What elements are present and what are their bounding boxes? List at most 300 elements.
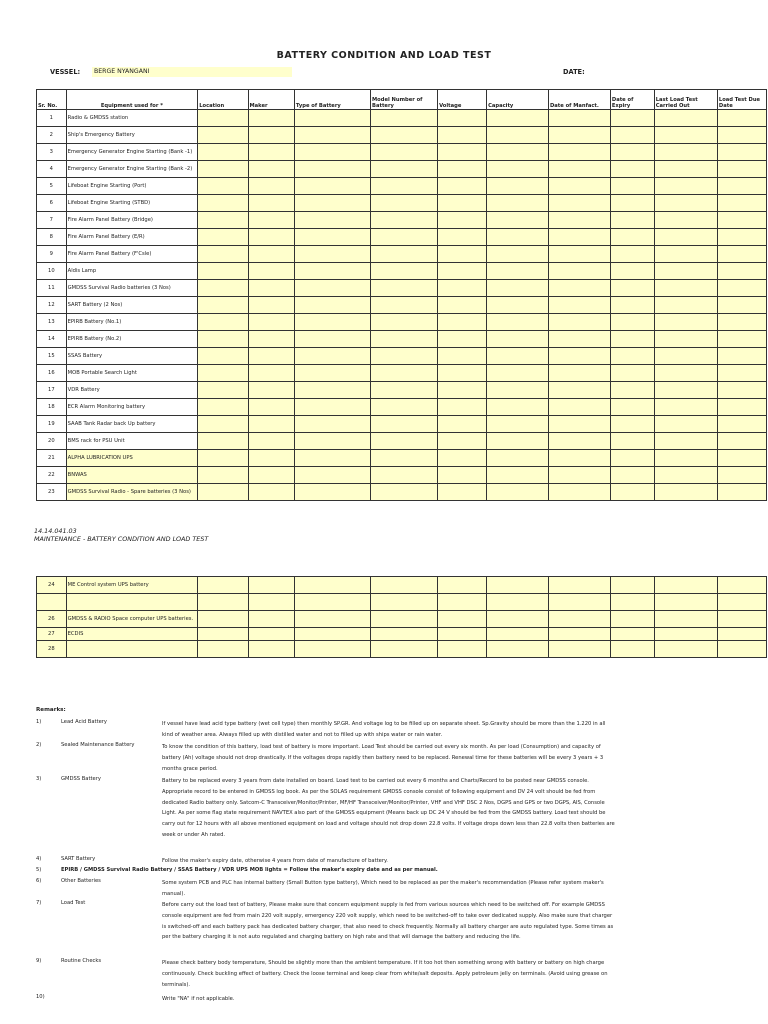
row-sr-no: 22 xyxy=(37,467,67,484)
row-input-cell[interactable] xyxy=(294,212,370,229)
row-input-cell[interactable] xyxy=(438,416,487,433)
row-input-cell[interactable] xyxy=(548,628,610,641)
row-input-cell[interactable] xyxy=(487,331,549,348)
row-input-cell[interactable] xyxy=(717,348,766,365)
row-input-cell[interactable] xyxy=(438,594,487,611)
row-input-cell[interactable] xyxy=(438,450,487,467)
row-input-cell[interactable] xyxy=(548,246,610,263)
row-input-cell[interactable] xyxy=(438,577,487,594)
row-input-cell[interactable] xyxy=(610,144,654,161)
col-header-voltage: Voltage xyxy=(438,90,487,110)
row-input-cell[interactable] xyxy=(294,641,370,658)
row-input-cell[interactable] xyxy=(198,628,248,641)
row-input-cell[interactable] xyxy=(548,127,610,144)
row-input-cell[interactable] xyxy=(371,416,438,433)
row-input-cell[interactable] xyxy=(610,297,654,314)
row-input-cell[interactable] xyxy=(438,628,487,641)
row-input-cell[interactable] xyxy=(654,127,717,144)
row-input-cell[interactable] xyxy=(717,467,766,484)
row-input-cell[interactable] xyxy=(654,280,717,297)
row-input-cell[interactable] xyxy=(438,178,487,195)
row-input-cell[interactable] xyxy=(371,110,438,127)
row-input-cell[interactable] xyxy=(371,161,438,178)
row-input-cell[interactable] xyxy=(371,263,438,280)
row-input-cell[interactable] xyxy=(248,467,294,484)
vessel-field[interactable]: BERGE NYANGANI xyxy=(92,67,292,77)
row-input-cell[interactable] xyxy=(371,297,438,314)
row-input-cell[interactable] xyxy=(371,594,438,611)
row-equipment: Fire Alarm Panel Battery (Bridge) xyxy=(66,212,198,229)
row-input-cell[interactable] xyxy=(294,280,370,297)
row-input-cell[interactable] xyxy=(371,399,438,416)
row-input-cell[interactable] xyxy=(548,110,610,127)
row-input-cell[interactable] xyxy=(248,433,294,450)
row-input-cell[interactable] xyxy=(438,161,487,178)
row-input-cell[interactable] xyxy=(717,246,766,263)
row-input-cell[interactable] xyxy=(487,484,549,501)
row-input-cell[interactable] xyxy=(248,195,294,212)
row-input-cell[interactable] xyxy=(487,382,549,399)
row-input-cell[interactable] xyxy=(610,450,654,467)
row-input-cell[interactable] xyxy=(548,331,610,348)
row-input-cell[interactable] xyxy=(654,365,717,382)
row-input-cell[interactable] xyxy=(717,577,766,594)
row-equipment: Emergency Generator Engine Starting (Bank -2) xyxy=(66,161,198,178)
row-input-cell[interactable] xyxy=(371,178,438,195)
row-input-cell[interactable] xyxy=(294,127,370,144)
row-input-cell[interactable] xyxy=(487,127,549,144)
row-input-cell[interactable] xyxy=(654,314,717,331)
row-input-cell[interactable] xyxy=(371,450,438,467)
row-input-cell[interactable] xyxy=(654,178,717,195)
row-input-cell[interactable] xyxy=(198,331,248,348)
row-input-cell[interactable] xyxy=(717,280,766,297)
row-input-cell[interactable] xyxy=(438,382,487,399)
row-input-cell[interactable] xyxy=(654,577,717,594)
row-input-cell[interactable] xyxy=(438,399,487,416)
row-input-cell[interactable] xyxy=(717,484,766,501)
row-input-cell[interactable] xyxy=(548,348,610,365)
row-input-cell[interactable] xyxy=(294,195,370,212)
row-input-cell[interactable] xyxy=(198,229,248,246)
row-input-cell[interactable] xyxy=(548,365,610,382)
row-input-cell[interactable] xyxy=(294,433,370,450)
row-input-cell[interactable] xyxy=(548,314,610,331)
row-input-cell[interactable] xyxy=(198,246,248,263)
row-input-cell[interactable] xyxy=(371,382,438,399)
row-input-cell[interactable] xyxy=(610,399,654,416)
row-input-cell[interactable] xyxy=(371,365,438,382)
row-input-cell[interactable] xyxy=(487,144,549,161)
row-input-cell[interactable] xyxy=(198,450,248,467)
row-input-cell[interactable] xyxy=(654,399,717,416)
row-input-cell[interactable] xyxy=(198,467,248,484)
row-input-cell[interactable] xyxy=(198,348,248,365)
row-input-cell[interactable] xyxy=(717,611,766,628)
row-input-cell[interactable] xyxy=(248,348,294,365)
row-input-cell[interactable] xyxy=(198,263,248,280)
row-input-cell[interactable] xyxy=(371,331,438,348)
row-input-cell[interactable] xyxy=(438,365,487,382)
row-input-cell[interactable] xyxy=(717,641,766,658)
row-input-cell[interactable] xyxy=(717,433,766,450)
row-input-cell[interactable] xyxy=(717,382,766,399)
row-input-cell[interactable] xyxy=(294,365,370,382)
row-input-cell[interactable] xyxy=(248,641,294,658)
row-input-cell[interactable] xyxy=(717,365,766,382)
row-input-cell[interactable] xyxy=(198,110,248,127)
row-input-cell[interactable] xyxy=(294,263,370,280)
row-input-cell[interactable] xyxy=(548,577,610,594)
row-input-cell[interactable] xyxy=(548,450,610,467)
row-input-cell[interactable] xyxy=(198,433,248,450)
row-input-cell[interactable] xyxy=(371,229,438,246)
row-input-cell[interactable] xyxy=(294,297,370,314)
row-input-cell[interactable] xyxy=(717,416,766,433)
row-input-cell[interactable] xyxy=(248,297,294,314)
row-input-cell[interactable] xyxy=(548,399,610,416)
row-input-cell[interactable] xyxy=(294,611,370,628)
row-input-cell[interactable] xyxy=(548,416,610,433)
row-input-cell[interactable] xyxy=(487,110,549,127)
row-input-cell[interactable] xyxy=(294,314,370,331)
table-row xyxy=(37,641,767,658)
row-input-cell[interactable] xyxy=(248,127,294,144)
row-input-cell[interactable] xyxy=(248,611,294,628)
row-input-cell[interactable] xyxy=(248,416,294,433)
row-input-cell[interactable] xyxy=(248,212,294,229)
row-input-cell[interactable] xyxy=(248,314,294,331)
row-input-cell[interactable] xyxy=(654,450,717,467)
row-input-cell[interactable] xyxy=(487,611,549,628)
row-input-cell[interactable] xyxy=(487,450,549,467)
row-input-cell[interactable] xyxy=(248,382,294,399)
row-input-cell[interactable] xyxy=(438,331,487,348)
row-input-cell[interactable] xyxy=(487,161,549,178)
row-input-cell[interactable] xyxy=(294,594,370,611)
row-input-cell[interactable] xyxy=(487,399,549,416)
row-input-cell[interactable] xyxy=(717,628,766,641)
row-input-cell[interactable] xyxy=(248,263,294,280)
row-input-cell[interactable] xyxy=(654,212,717,229)
row-input-cell[interactable] xyxy=(654,110,717,127)
row-input-cell[interactable] xyxy=(654,641,717,658)
row-input-cell[interactable] xyxy=(371,280,438,297)
row-input-cell[interactable] xyxy=(438,246,487,263)
row-input-cell[interactable] xyxy=(654,628,717,641)
row-input-cell[interactable] xyxy=(610,263,654,280)
row-input-cell[interactable] xyxy=(438,195,487,212)
row-input-cell[interactable] xyxy=(438,212,487,229)
row-input-cell[interactable] xyxy=(548,467,610,484)
row-input-cell[interactable] xyxy=(248,280,294,297)
row-input-cell[interactable] xyxy=(198,641,248,658)
row-input-cell[interactable] xyxy=(294,399,370,416)
row-input-cell[interactable] xyxy=(610,127,654,144)
row-input-cell[interactable] xyxy=(548,229,610,246)
row-input-cell[interactable] xyxy=(610,467,654,484)
row-input-cell[interactable] xyxy=(487,280,549,297)
row-input-cell[interactable] xyxy=(371,628,438,641)
row-input-cell[interactable] xyxy=(610,348,654,365)
row-input-cell[interactable] xyxy=(717,212,766,229)
row-input-cell[interactable] xyxy=(198,594,248,611)
row-input-cell[interactable] xyxy=(654,144,717,161)
row-input-cell[interactable] xyxy=(371,212,438,229)
row-input-cell[interactable] xyxy=(654,433,717,450)
row-input-cell[interactable] xyxy=(438,263,487,280)
row-sr-no: 5 xyxy=(37,178,67,195)
table-row xyxy=(37,577,767,594)
row-input-cell[interactable] xyxy=(248,365,294,382)
row-input-cell[interactable] xyxy=(198,127,248,144)
row-input-cell[interactable] xyxy=(654,467,717,484)
row-input-cell[interactable] xyxy=(610,577,654,594)
row-input-cell[interactable] xyxy=(248,161,294,178)
col-header-type: Type of Battery xyxy=(294,90,370,110)
row-input-cell[interactable] xyxy=(294,246,370,263)
row-input-cell[interactable] xyxy=(487,246,549,263)
row-input-cell[interactable] xyxy=(198,314,248,331)
row-input-cell[interactable] xyxy=(548,611,610,628)
row-input-cell[interactable] xyxy=(610,382,654,399)
row-input-cell[interactable] xyxy=(717,450,766,467)
row-input-cell[interactable] xyxy=(654,594,717,611)
row-input-cell[interactable] xyxy=(654,484,717,501)
row-input-cell[interactable] xyxy=(294,161,370,178)
row-input-cell[interactable] xyxy=(198,161,248,178)
row-input-cell[interactable] xyxy=(198,178,248,195)
row-input-cell[interactable] xyxy=(548,263,610,280)
remark-number: 3) xyxy=(36,776,42,782)
row-input-cell[interactable] xyxy=(717,229,766,246)
row-input-cell[interactable] xyxy=(198,280,248,297)
row-input-cell[interactable] xyxy=(198,577,248,594)
row-input-cell[interactable] xyxy=(548,212,610,229)
remark-label: Sealed Maintenance Battery xyxy=(61,742,135,748)
row-input-cell[interactable] xyxy=(248,594,294,611)
row-input-cell[interactable] xyxy=(248,331,294,348)
row-input-cell[interactable] xyxy=(371,246,438,263)
row-input-cell[interactable] xyxy=(438,297,487,314)
row-input-cell[interactable] xyxy=(654,246,717,263)
row-equipment: Aldis Lamp xyxy=(66,263,198,280)
row-input-cell[interactable] xyxy=(438,280,487,297)
row-input-cell[interactable] xyxy=(371,314,438,331)
row-input-cell[interactable] xyxy=(371,641,438,658)
row-input-cell[interactable] xyxy=(610,161,654,178)
row-input-cell[interactable] xyxy=(548,484,610,501)
row-input-cell[interactable] xyxy=(487,433,549,450)
row-input-cell[interactable] xyxy=(548,594,610,611)
row-input-cell[interactable] xyxy=(438,144,487,161)
row-input-cell[interactable] xyxy=(654,382,717,399)
row-input-cell[interactable] xyxy=(610,594,654,611)
row-input-cell[interactable] xyxy=(294,628,370,641)
row-input-cell[interactable] xyxy=(610,110,654,127)
row-input-cell[interactable] xyxy=(371,433,438,450)
row-input-cell[interactable] xyxy=(487,641,549,658)
row-input-cell[interactable] xyxy=(248,577,294,594)
row-input-cell[interactable] xyxy=(487,365,549,382)
row-input-cell[interactable] xyxy=(610,641,654,658)
row-input-cell[interactable] xyxy=(717,144,766,161)
row-input-cell[interactable] xyxy=(654,348,717,365)
row-input-cell[interactable] xyxy=(438,314,487,331)
row-input-cell[interactable] xyxy=(548,433,610,450)
row-input-cell[interactable] xyxy=(371,195,438,212)
row-input-cell[interactable] xyxy=(294,484,370,501)
row-input-cell[interactable] xyxy=(198,611,248,628)
row-input-cell[interactable] xyxy=(248,144,294,161)
row-input-cell[interactable] xyxy=(717,399,766,416)
row-input-cell[interactable] xyxy=(198,365,248,382)
row-input-cell[interactable] xyxy=(198,212,248,229)
row-input-cell[interactable] xyxy=(248,450,294,467)
table-row xyxy=(37,297,767,314)
row-input-cell[interactable] xyxy=(198,382,248,399)
remark-number: 4) xyxy=(36,856,42,862)
row-input-cell[interactable] xyxy=(294,178,370,195)
row-input-cell[interactable] xyxy=(610,628,654,641)
row-input-cell[interactable] xyxy=(294,348,370,365)
row-input-cell[interactable] xyxy=(548,195,610,212)
row-input-cell[interactable] xyxy=(610,246,654,263)
row-input-cell[interactable] xyxy=(610,484,654,501)
row-input-cell[interactable] xyxy=(294,229,370,246)
row-input-cell[interactable] xyxy=(610,212,654,229)
row-input-cell[interactable] xyxy=(610,195,654,212)
row-input-cell[interactable] xyxy=(487,314,549,331)
row-input-cell[interactable] xyxy=(438,641,487,658)
row-input-cell[interactable] xyxy=(548,280,610,297)
row-input-cell[interactable] xyxy=(548,161,610,178)
row-input-cell[interactable] xyxy=(438,229,487,246)
row-input-cell[interactable] xyxy=(610,331,654,348)
row-input-cell[interactable] xyxy=(548,144,610,161)
row-input-cell[interactable] xyxy=(487,594,549,611)
row-input-cell[interactable] xyxy=(654,611,717,628)
row-equipment: SAAB Tank Radar back Up battery xyxy=(66,416,198,433)
row-input-cell[interactable] xyxy=(248,229,294,246)
row-input-cell[interactable] xyxy=(717,127,766,144)
row-input-cell[interactable] xyxy=(371,577,438,594)
row-input-cell[interactable] xyxy=(248,399,294,416)
row-input-cell[interactable] xyxy=(248,246,294,263)
row-input-cell[interactable] xyxy=(610,178,654,195)
row-input-cell[interactable] xyxy=(294,331,370,348)
row-input-cell[interactable] xyxy=(371,484,438,501)
row-input-cell[interactable] xyxy=(487,348,549,365)
row-input-cell[interactable] xyxy=(717,594,766,611)
row-input-cell[interactable] xyxy=(717,331,766,348)
row-input-cell[interactable] xyxy=(294,450,370,467)
row-input-cell[interactable] xyxy=(294,416,370,433)
row-input-cell[interactable] xyxy=(487,229,549,246)
table-row xyxy=(37,178,767,195)
row-input-cell[interactable] xyxy=(371,611,438,628)
row-input-cell[interactable] xyxy=(248,110,294,127)
row-input-cell[interactable] xyxy=(371,467,438,484)
row-input-cell[interactable] xyxy=(610,280,654,297)
col-header-equipment: Equipment used for * xyxy=(66,90,198,110)
row-input-cell[interactable] xyxy=(610,314,654,331)
row-input-cell[interactable] xyxy=(548,382,610,399)
row-input-cell[interactable] xyxy=(654,331,717,348)
row-input-cell[interactable] xyxy=(198,297,248,314)
row-input-cell[interactable] xyxy=(610,416,654,433)
row-input-cell[interactable] xyxy=(198,144,248,161)
row-input-cell[interactable] xyxy=(248,178,294,195)
row-input-cell[interactable] xyxy=(610,229,654,246)
row-input-cell[interactable] xyxy=(654,161,717,178)
row-input-cell[interactable] xyxy=(198,195,248,212)
row-input-cell[interactable] xyxy=(294,467,370,484)
row-input-cell[interactable] xyxy=(610,611,654,628)
row-input-cell[interactable] xyxy=(487,297,549,314)
row-input-cell[interactable] xyxy=(548,297,610,314)
row-input-cell[interactable] xyxy=(548,641,610,658)
row-input-cell[interactable] xyxy=(294,110,370,127)
row-input-cell[interactable] xyxy=(198,484,248,501)
row-input-cell[interactable] xyxy=(438,110,487,127)
row-input-cell[interactable] xyxy=(654,263,717,280)
row-input-cell[interactable] xyxy=(717,314,766,331)
row-input-cell[interactable] xyxy=(717,110,766,127)
row-input-cell[interactable] xyxy=(438,467,487,484)
row-input-cell[interactable] xyxy=(654,195,717,212)
row-input-cell[interactable] xyxy=(717,178,766,195)
row-input-cell[interactable] xyxy=(487,577,549,594)
row-input-cell[interactable] xyxy=(371,348,438,365)
row-input-cell[interactable] xyxy=(717,161,766,178)
row-input-cell[interactable] xyxy=(654,416,717,433)
row-input-cell[interactable] xyxy=(248,628,294,641)
row-input-cell[interactable] xyxy=(248,484,294,501)
row-input-cell[interactable] xyxy=(294,577,370,594)
row-input-cell[interactable] xyxy=(487,212,549,229)
row-input-cell[interactable] xyxy=(717,263,766,280)
row-input-cell[interactable] xyxy=(371,144,438,161)
row-input-cell[interactable] xyxy=(438,484,487,501)
row-input-cell[interactable] xyxy=(610,365,654,382)
row-input-cell[interactable] xyxy=(487,416,549,433)
table-row xyxy=(37,263,767,280)
row-input-cell[interactable] xyxy=(548,178,610,195)
row-input-cell[interactable] xyxy=(294,382,370,399)
row-input-cell[interactable] xyxy=(654,229,717,246)
row-input-cell[interactable] xyxy=(198,399,248,416)
row-input-cell[interactable] xyxy=(717,297,766,314)
row-input-cell[interactable] xyxy=(487,195,549,212)
row-input-cell[interactable] xyxy=(610,433,654,450)
row-input-cell[interactable] xyxy=(717,195,766,212)
row-equipment: ME Control system UPS battery xyxy=(66,577,198,594)
row-input-cell[interactable] xyxy=(487,263,549,280)
row-input-cell[interactable] xyxy=(294,144,370,161)
row-input-cell[interactable] xyxy=(487,628,549,641)
row-input-cell[interactable] xyxy=(438,611,487,628)
row-input-cell[interactable] xyxy=(487,467,549,484)
row-input-cell[interactable] xyxy=(438,127,487,144)
row-input-cell[interactable] xyxy=(438,433,487,450)
remark-label: GMDSS Battery xyxy=(61,776,101,782)
row-input-cell[interactable] xyxy=(438,348,487,365)
row-input-cell[interactable] xyxy=(487,178,549,195)
row-input-cell[interactable] xyxy=(198,416,248,433)
row-input-cell[interactable] xyxy=(654,297,717,314)
row-input-cell[interactable] xyxy=(371,127,438,144)
